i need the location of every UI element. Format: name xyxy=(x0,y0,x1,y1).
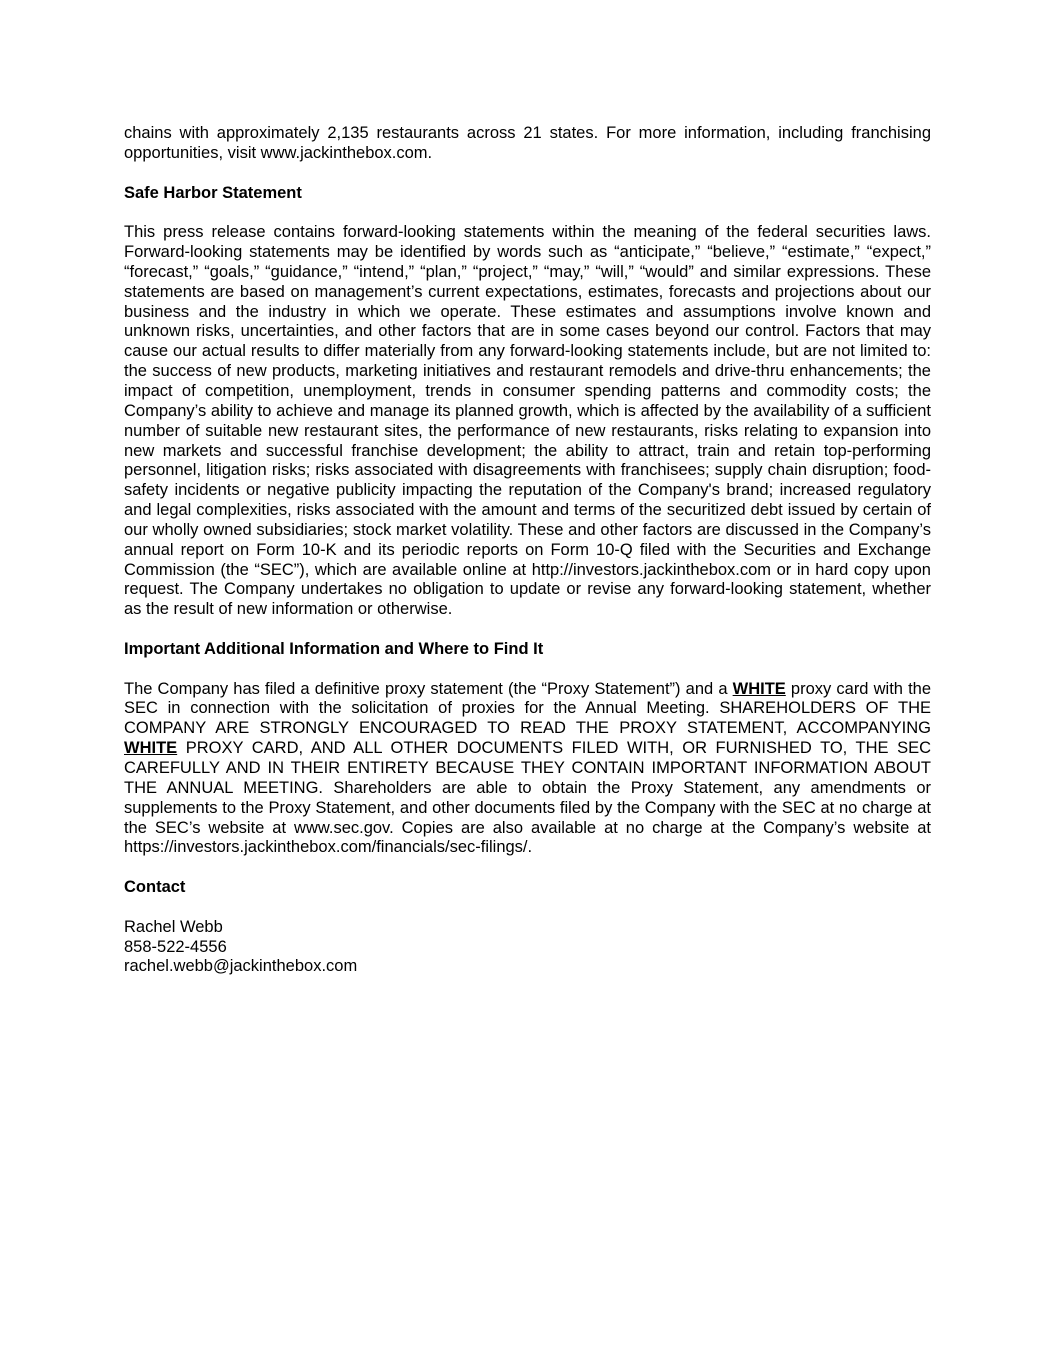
contact-phone: 858-522-4556 xyxy=(124,937,227,956)
additional-info-paragraph xyxy=(124,680,931,859)
contact-name: Rachel Webb xyxy=(124,917,223,936)
white-emphasis-1: WHITE xyxy=(732,679,786,698)
contact-email: rachel.webb@jackinthebox.com xyxy=(124,957,358,976)
white-emphasis-2: WHITE xyxy=(124,739,178,758)
safe-harbor-paragraph: This press release contains forward-looking statements within the meaning of the federal securities laws. Forward-looking statements may be identified by words such as “anticipate,” “believe,” “estimate,” “expect,” “forecast,” “goals,” “guidance,” “intend,” “plan,” “project,” “may,” “will,” “would” and similar expressions. These statements are based on management’s current expectations, estimates, forecasts and projections about our business and the industry in which we operate. These estimates and assumptions involve known and unknown risks, uncertainties, and other factors that are in some cases beyond our control. Factors that may cause our actual results to differ materially from any forward-looking statements include, but are not limited to: the success of new products, marketing initiatives and restaurant remodels and drive-thru enhancements; the impact of competition, unemployment, trends in consumer spending patterns and commodity costs; the Company’s ability to achieve and manage its planned growth, which is affected by the availability of a sufficient number of suitable new restaurant sites, the performance of new restaurants, risks relating to expansion into new markets and successful franchise development; the ability to attract, train and retain top-performing personnel, litigation risks; risks associated with disagreements with franchisees; supply chain disruption; food-safety incidents or negative publicity impacting the reputation of the Company's brand; increased regulatory and legal complexities, risks associated with the amount and terms of the securitized debt issued by certain of our wholly owned subsidiaries; stock market volatility. These and other factors are discussed in the Company’s annual report on Form 10-K and its periodic reports on Form 10-Q filed with the Securities and Exchange Commission (the “SEC”), which are available online at http://investors.jackinthebox.com or in hard copy upon request. The Company undertakes no obligation to update or revise any forward-looking statement, whether as the result of new information or otherwise. xyxy=(124,223,931,619)
contact-heading: Contact xyxy=(124,878,186,897)
additional-info-heading: Important Additional Information and Where to Find It xyxy=(124,639,544,658)
additional-info-text-1: The Company has filed a definitive proxy statement (the “Proxy Statement”) and a xyxy=(124,679,733,698)
document-page xyxy=(124,124,931,977)
safe-harbor-heading: Safe Harbor Statement xyxy=(124,183,302,202)
contact-block xyxy=(124,918,931,978)
intro-paragraph: chains with approximately 2,135 restaurants across 21 states. For more information, including franchising opportunities, visit www.jackinthebox.com. xyxy=(124,124,931,162)
additional-info-text-3: PROXY CARD, AND ALL OTHER DOCUMENTS FILED WITH, OR FURNISHED TO, THE SEC CAREFULLY AND IN THEIR ENTIRETY BECAUSE THEY CONTAIN IMPORTANT INFORMATION ABOUT THE ANNUAL MEETING. Shareholders are able to obtain the Proxy Statement, any amendments or supplements to the Proxy Statement, and other documents filed by the Company with the SEC at no charge at the SEC’s website at www.sec.gov. Copies are also available at no charge at the Company’s website at https://investors.jackinthebox.com/financials/sec-filings/. xyxy=(124,739,931,857)
additional-info-text-2: proxy card with the SEC in connection with the solicitation of proxies for the Annual Meeting. SHAREHOLDERS OF THE COMPANY ARE STRONGLY ENCOURAGED TO READ THE PROXY STATEMENT, ACCOMPANYING xyxy=(124,679,932,738)
